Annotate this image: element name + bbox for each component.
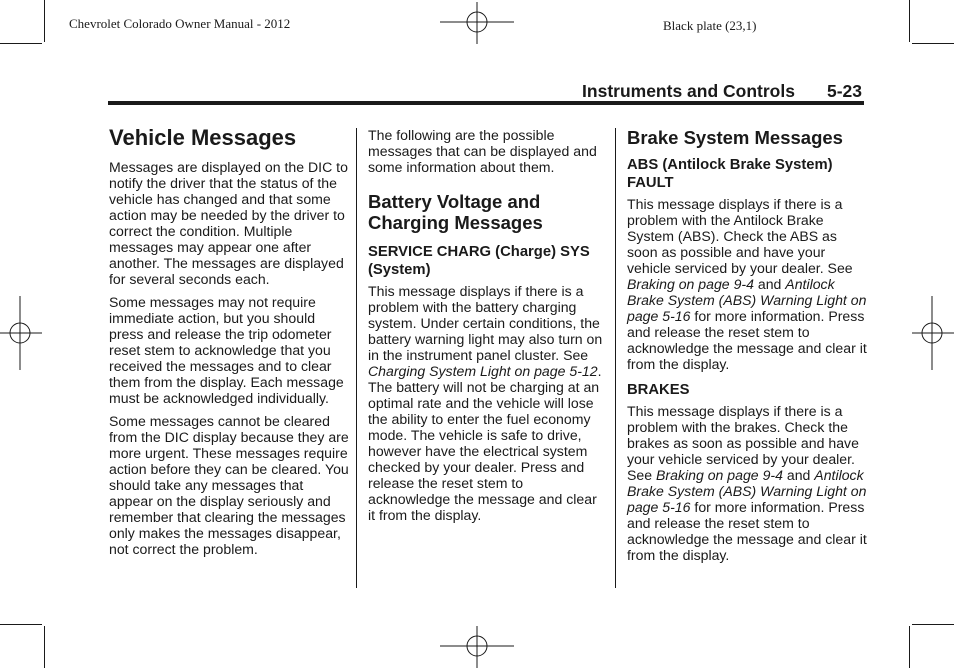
column-2 [368,127,604,530]
crop-mark [44,626,45,668]
paragraph [368,283,604,523]
text-run: This message displays if there is a problem with the Antilock Brake System (ABS). Check the ABS as soon as possible and have your vehicle serviced by your dealer. See [627,196,853,276]
text-run: . The battery will not be charging at an optimal rate and the vehicle will lose the ability to enter the fuel economy mode. The vehicle is safe to drive, however have the electrical system checked by your dealer. Press and release the reset stem to acknowledge the message and clear it from the display. [368,363,602,523]
text-run: This message displays if there is a problem with the battery charging system. Under certain conditions, the battery warning light may also turn on in the instrument panel cluster. See [368,283,603,363]
subsection-heading: BRAKES [627,382,690,398]
text-run: and [782,467,815,483]
text-run: for more information. Press and release the reset stem to acknowledge the message and clear it from the display. [627,308,867,372]
column-divider [356,128,357,588]
section-heading: Brake System Messages [627,127,843,148]
cross-reference-link[interactable]: Braking on page 9-4 [656,467,783,483]
cross-reference-link[interactable]: Charging System Light on page 5-12 [368,363,598,379]
section-header [582,81,862,102]
crop-mark [912,624,954,625]
text-run: This message displays if there is a problem with the brakes. Check the brakes as soon as possible and have your vehicle serviced by your dealer. See [627,403,859,483]
text-run: and [753,276,786,292]
header-rule [108,101,864,105]
cross-reference-link[interactable]: Antilock Brake System (ABS) Warning Light on page 5-16 [627,276,867,324]
text-run: for more information. Press and release the reset stem to acknowledge the message and clear it from the display. [627,499,867,563]
registration-mark-icon [0,296,42,370]
crop-mark [912,43,954,44]
paragraph: The following are the possible messages that can be displayed and some information about them. [368,127,597,175]
crop-mark [0,624,42,625]
paragraph: Some messages cannot be cleared from the DIC display because they are more urgent. These messages require action before they can be cleared. You should take any messages that appear on the display seriously and remember that clearing the messages only makes the messages disappear, not correct the problem. [109,413,349,557]
manual-title: Chevrolet Colorado Owner Manual - 2012 [69,16,291,31]
column-3 [627,127,867,570]
crop-mark [909,0,910,42]
cross-reference-link[interactable]: Braking on page 9-4 [627,276,754,292]
cross-reference-link[interactable]: Antilock Brake System (ABS) Warning Light on page 5-16 [627,467,867,515]
subsection-heading: ABS (Antilock Brake System) FAULT [627,157,833,191]
paragraph [627,196,867,372]
registration-mark-icon [440,2,514,44]
crop-mark [0,43,42,44]
column-divider [615,128,616,588]
crop-mark [909,626,910,668]
page-number: 5-23 [826,81,862,101]
paragraph: Some messages may not require immediate action, but you should press and release the trip odometer reset stem to acknowledge that you received the messages and to clear them from the display. Each message must be acknowledged individually. [109,294,344,406]
paragraph [627,403,867,563]
crop-mark [44,0,45,42]
plate-label: Black plate (23,1) [663,18,757,33]
paragraph: Messages are displayed on the DIC to notify the driver that the status of the vehicle has changed and that some action may be needed by the driver to correct the condition. Multiple messages may appear one after another. The messages are displayed for several seconds each. [109,159,348,287]
registration-mark-icon [440,626,514,668]
column-1 [109,126,349,564]
page-title: Vehicle Messages [109,125,297,150]
section-title: Instruments and Controls [582,81,795,101]
subsection-heading: SERVICE CHARG (Charge) SYS (System) [368,244,590,278]
section-heading: Battery Voltage and Charging Messages [368,191,543,233]
registration-mark-icon [912,296,954,370]
